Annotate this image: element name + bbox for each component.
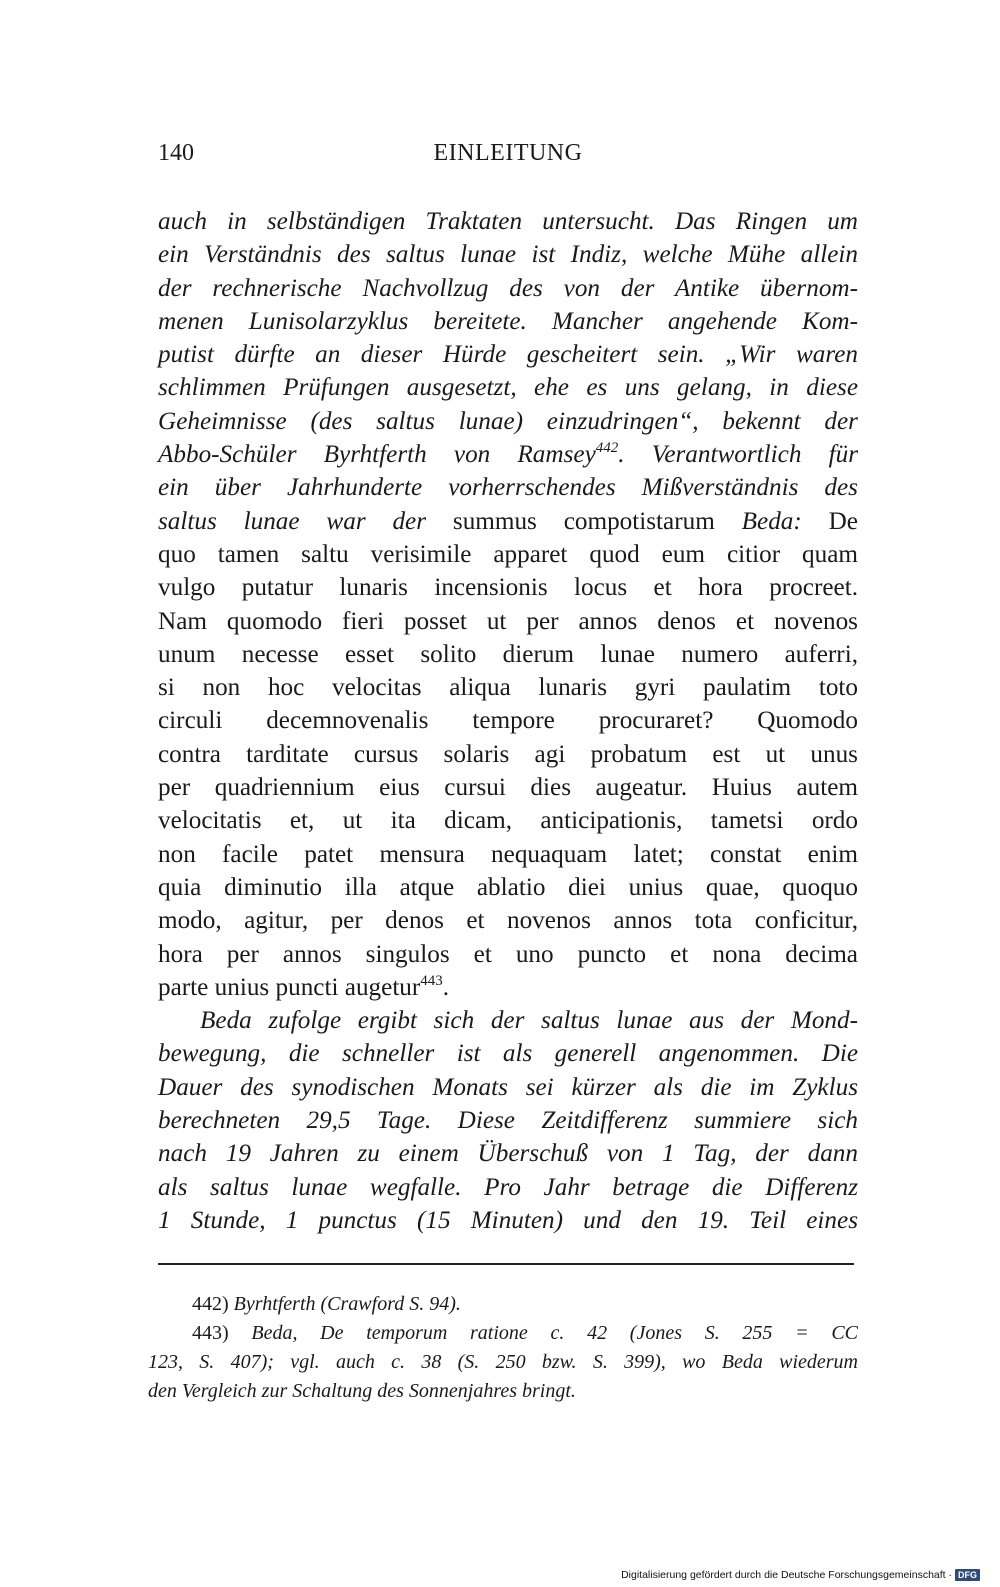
page-number: 140 — [158, 140, 194, 166]
footnotes — [148, 1290, 858, 1406]
text-line: vulgo putatur lunaris incensionis locus et hora procreet. — [158, 574, 858, 602]
text-line: modo, agitur, per denos et novenos annos tota conficitur, — [158, 907, 858, 935]
text-line: berechneten 29,5 Tage. Diese Zeitdifferenz summiere sich — [158, 1107, 858, 1135]
credit-text: Digitalisierung gefördert durch die Deutsche Forschungsgemeinschaft · — [621, 1569, 952, 1581]
text-line: quia diminutio illa atque ablatio diei unius quae, quoquo — [158, 873, 858, 901]
text-line: contra tarditate cursus solaris agi probatum est ut unus — [158, 740, 858, 768]
text-segment: Beda: — [741, 507, 802, 535]
footnote-text: Byrhtferth (Crawford S. 94). — [228, 1293, 461, 1315]
digitization-credit — [621, 1569, 980, 1581]
text-line: als saltus lunae wegfalle. Pro Jahr betrage die Differenz — [158, 1173, 858, 1201]
footnote-443-line: 123, S. 407); vgl. auch c. 38 (S. 250 bzw. S. 399), wo Beda wiederum — [148, 1351, 858, 1373]
text-line: bewegung, die schneller ist als generell angenommen. Die — [158, 1040, 858, 1068]
footnote-ref-443[interactable]: 443 — [420, 972, 443, 989]
text-segment: saltus lunae war der — [158, 507, 427, 535]
text-line: Nam quomodo fieri posset ut per annos denos et novenos — [158, 607, 858, 635]
text-line: Geheimnisse (des saltus lunae) einzudringen“, bekennt der — [158, 407, 858, 435]
text-line: der rechnerische Nachvollzug des von der Antike übernom- — [158, 274, 858, 302]
text-segment: . Verantwortlich für — [618, 441, 859, 469]
text-line — [158, 505, 858, 538]
text-line: Beda zufolge ergibt sich der saltus lunae aus der Mond- — [200, 1007, 858, 1035]
text-line: ein Verständnis des saltus lunae ist Indiz, welche Mühe allein — [158, 241, 858, 269]
text-line: unum necesse esset solito dierum lunae numero auferri, — [158, 640, 858, 668]
text-line: si non hoc velocitas aliqua lunaris gyri paulatim toto — [158, 674, 858, 702]
running-head: EINLEITUNG — [433, 140, 583, 166]
text-line: ein über Jahrhunderte vorherrschendes Mißverständnis des — [158, 474, 858, 502]
footnote-443-line: den Vergleich zur Schaltung des Sonnenjahres bringt. — [148, 1380, 576, 1402]
text-line: nach 19 Jahren zu einem Überschuß von 1 Tag, der dann — [158, 1140, 858, 1168]
text-segment: De — [801, 507, 858, 535]
footnote-number: 442) — [192, 1293, 229, 1315]
text-line: quo tamen saltu verisimile apparet quod eum citior quam — [158, 540, 858, 568]
text-line: per quadriennium eius cursui dies augeatur. Huius autem — [158, 774, 858, 802]
footnote-separator — [158, 1263, 854, 1265]
footnote-442 — [148, 1290, 858, 1319]
text-line: menen Lunisolarzyklus bereitete. Mancher angehende Kom- — [158, 307, 858, 335]
text-line: Dauer des synodischen Monats sei kürzer als die im Zyklus — [158, 1073, 858, 1101]
text-line: auch in selbständigen Traktaten untersucht. Das Ringen um — [158, 208, 858, 235]
text-line: 1 Stunde, 1 punctus (15 Minuten) und den 19. Teil eines — [158, 1206, 858, 1234]
page-header — [158, 140, 858, 180]
text-line: circuli decemnovenalis tempore procuraret? Quomodo — [158, 707, 858, 735]
footnote-443 — [148, 1319, 858, 1348]
text-line — [158, 971, 858, 1004]
text-segment: summus compotistarum — [426, 507, 742, 535]
footnote-text: Beda, De temporum ratione c. 42 (Jones S. 255 = CC — [228, 1322, 858, 1344]
text-line: hora per annos singulos et uno puncto et nona decima — [158, 940, 858, 968]
dfg-logo-icon: DFG — [955, 1569, 980, 1581]
text-segment: . — [442, 973, 450, 1001]
main-text — [158, 205, 858, 1237]
footnote-ref-442[interactable]: 442 — [595, 440, 619, 457]
text-segment: parte unius puncti augetur — [158, 973, 421, 1001]
text-line: non facile patet mensura nequaquam latet; constat enim — [158, 840, 858, 868]
text-line: putist dürfte an dieser Hürde gescheitert sein. „Wir waren — [158, 341, 858, 369]
text-line — [158, 438, 858, 471]
text-line: velocitatis et, ut ita dicam, anticipationis, tametsi ordo — [158, 807, 858, 835]
text-line: schlimmen Prüfungen ausgesetzt, ehe es uns gelang, in diese — [158, 374, 858, 402]
text-segment: Abbo-Schüler Byrhtferth von Ramsey — [158, 441, 596, 469]
footnote-number: 443) — [192, 1322, 229, 1344]
